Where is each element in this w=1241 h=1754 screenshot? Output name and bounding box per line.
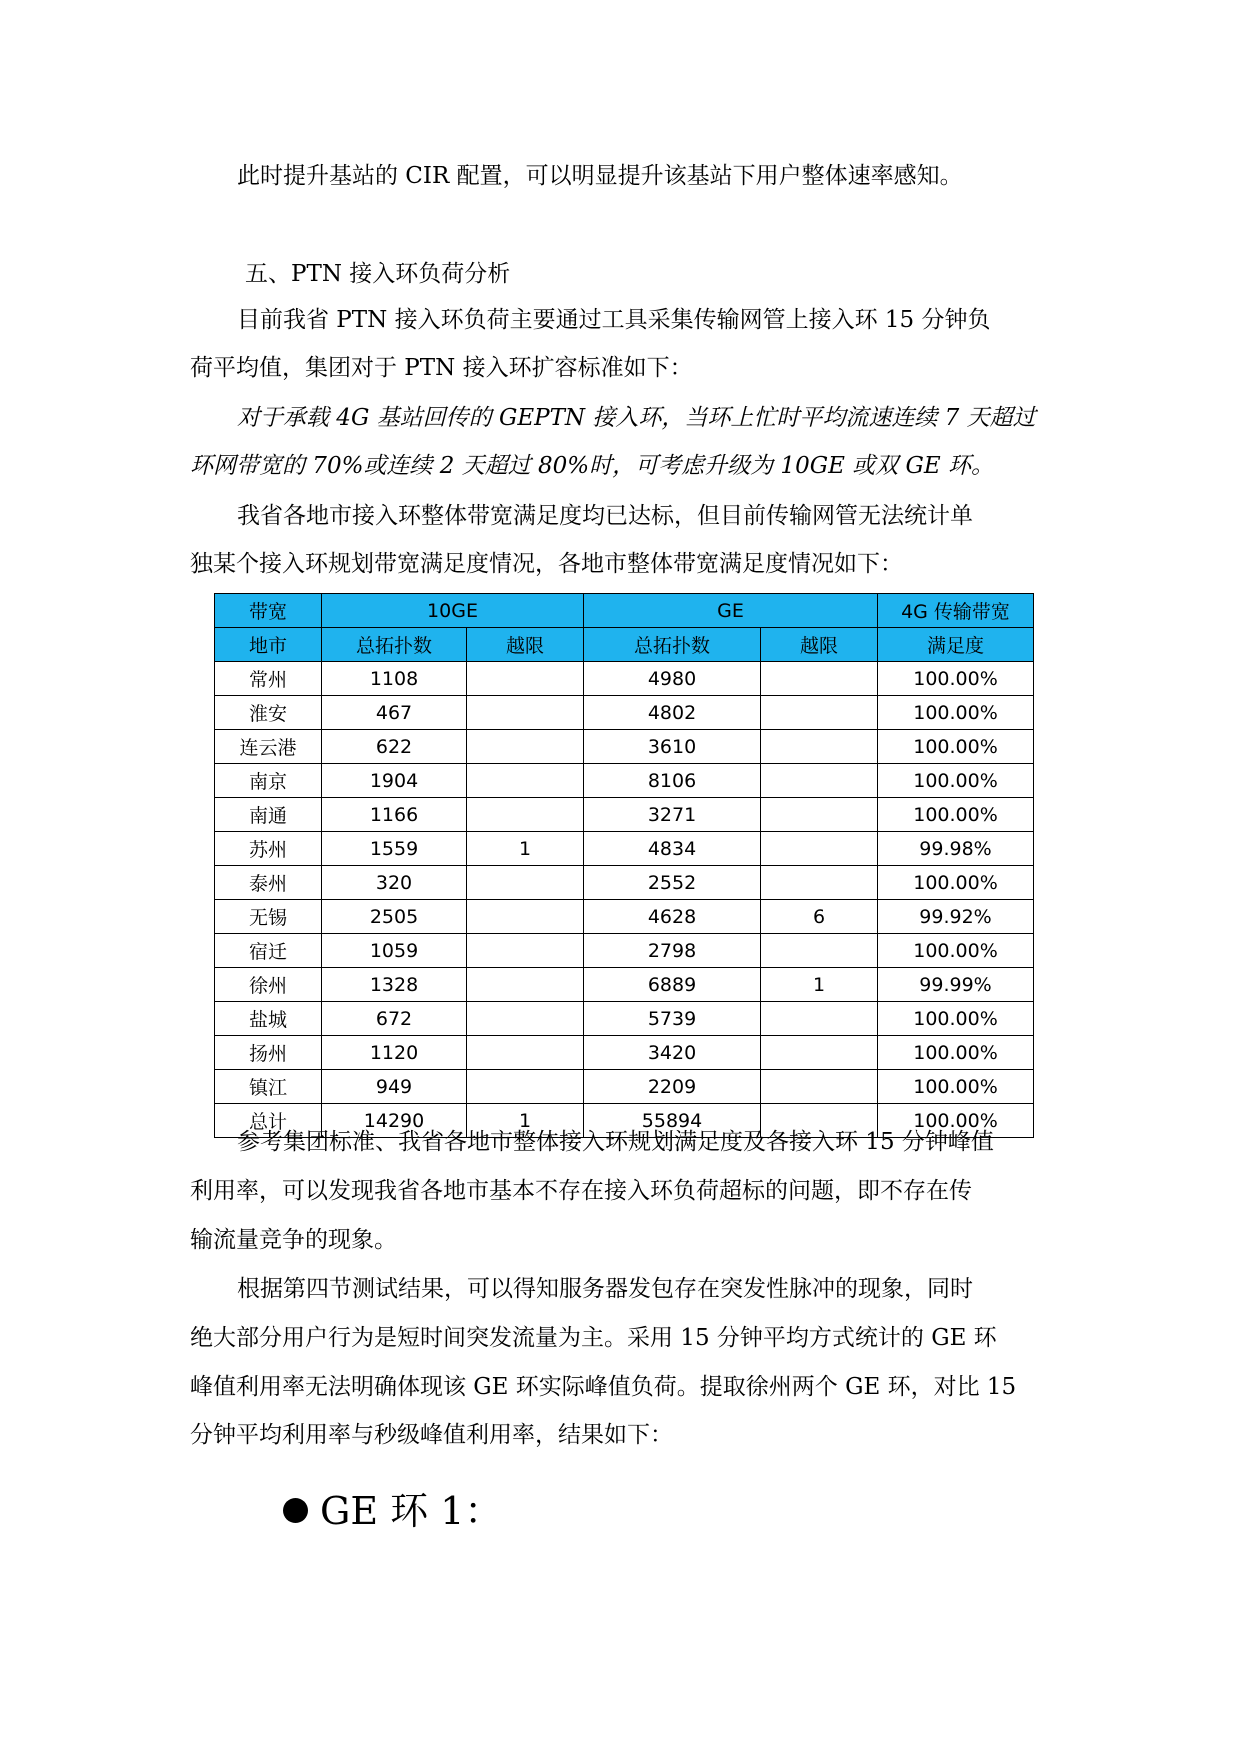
table-row (215, 1070, 1034, 1104)
cell-total-topo-10ge: 1328 (322, 968, 467, 1002)
cell-total-topo-ge: 4802 (584, 696, 761, 730)
cell-satisfaction: 100.00% (878, 934, 1034, 968)
table-row (215, 662, 1034, 696)
cell-total-topo-10ge: 1166 (322, 798, 467, 832)
cell-over-10ge: 1 (467, 1104, 584, 1138)
cell-over-10ge (467, 968, 584, 1002)
header-city: 地市 (215, 628, 322, 662)
cell-total-topo-ge: 5739 (584, 1002, 761, 1036)
cell-over-ge: 6 (761, 900, 878, 934)
cell-over-10ge (467, 798, 584, 832)
cell-over-ge (761, 1002, 878, 1036)
cell-over-10ge (467, 1070, 584, 1104)
table-row (215, 764, 1034, 798)
cell-city: 常州 (215, 662, 322, 696)
cell-over-10ge (467, 730, 584, 764)
table-row (215, 1036, 1034, 1070)
paragraph-cir: 此时提升基站的 CIR 配置，可以明显提升该基站下用户整体速率感知。 (237, 163, 963, 189)
header-bandwidth: 带宽 (215, 594, 322, 628)
paragraph-standard-line2: 环网带宽的 70%或连续 2 天超过 80%时，可考虑升级为 10GE 或双 GE 环。 (190, 453, 994, 479)
cell-over-ge (761, 866, 878, 900)
cell-total-topo-10ge: 467 (322, 696, 467, 730)
header-satisfaction-line1: 4G 传输带宽 (878, 594, 1034, 628)
paragraph-test-line4: 分钟平均利用率与秒级峰值利用率，结果如下： (190, 1422, 673, 1448)
header-ge: GE (584, 594, 878, 628)
cell-over-ge (761, 798, 878, 832)
cell-total-topo-10ge: 672 (322, 1002, 467, 1036)
cell-over-ge (761, 730, 878, 764)
cell-total-topo-10ge: 1120 (322, 1036, 467, 1070)
table-row (215, 696, 1034, 730)
paragraph-conclusion-line1: 参考集团标准、我省各地市整体接入环规划满足度及各接入环 15 分钟峰值 (237, 1129, 994, 1155)
table-row (215, 900, 1034, 934)
paragraph-status-line2: 独某个接入环规划带宽满足度情况，各地市整体带宽满足度情况如下： (190, 551, 903, 577)
table-row (215, 832, 1034, 866)
cell-satisfaction: 100.00% (878, 1070, 1034, 1104)
table-row (215, 730, 1034, 764)
header-over-10ge: 越限 (467, 628, 584, 662)
table-header-row-2 (215, 628, 1034, 662)
paragraph-standard-line1: 对于承载 4G 基站回传的 GEPTN 接入环，当环上忙时平均流速连续 7 天超过 (237, 405, 1036, 431)
cell-satisfaction: 99.98% (878, 832, 1034, 866)
paragraph-test-line2: 绝大部分用户行为是短时间突发流量为主。采用 15 分钟平均方式统计的 GE 环 (190, 1325, 997, 1351)
table-row (215, 968, 1034, 1002)
cell-city: 苏州 (215, 832, 322, 866)
cell-satisfaction: 100.00% (878, 1036, 1034, 1070)
cell-total-topo-10ge: 320 (322, 866, 467, 900)
paragraph-intro-line2: 荷平均值，集团对于 PTN 接入环扩容标准如下： (190, 355, 693, 381)
cell-total-topo-ge: 2552 (584, 866, 761, 900)
cell-total-topo-10ge: 949 (322, 1070, 467, 1104)
cell-total-topo-10ge: 1559 (322, 832, 467, 866)
cell-total-topo-10ge: 1904 (322, 764, 467, 798)
cell-over-ge (761, 696, 878, 730)
header-10ge: 10GE (322, 594, 584, 628)
table-header-row-1 (215, 594, 1034, 628)
cell-city: 连云港 (215, 730, 322, 764)
cell-over-10ge (467, 764, 584, 798)
cell-city: 淮安 (215, 696, 322, 730)
cell-city: 徐州 (215, 968, 322, 1002)
cell-over-ge (761, 934, 878, 968)
cell-city: 泰州 (215, 866, 322, 900)
cell-satisfaction: 100.00% (878, 798, 1034, 832)
cell-over-10ge (467, 1036, 584, 1070)
cell-total-topo-ge: 2209 (584, 1070, 761, 1104)
cell-city: 扬州 (215, 1036, 322, 1070)
cell-over-ge (761, 832, 878, 866)
cell-city: 南通 (215, 798, 322, 832)
cell-total-topo-ge: 4980 (584, 662, 761, 696)
table-row (215, 866, 1034, 900)
cell-over-ge (761, 662, 878, 696)
cell-city: 南京 (215, 764, 322, 798)
cell-total-topo-ge: 3420 (584, 1036, 761, 1070)
cell-over-ge (761, 1070, 878, 1104)
cell-total-topo-ge: 4834 (584, 832, 761, 866)
cell-satisfaction: 99.99% (878, 968, 1034, 1002)
cell-total-topo-ge: 6889 (584, 968, 761, 1002)
bullet-heading-text: GE 环 1： (320, 1489, 503, 1533)
paragraph-conclusion-line2: 利用率，可以发现我省各地市基本不存在接入环负荷超标的问题，即不存在传 (190, 1178, 972, 1204)
cell-over-10ge (467, 866, 584, 900)
cell-total-topo-ge: 3271 (584, 798, 761, 832)
paragraph-test-line3: 峰值利用率无法明确体现该 GE 环实际峰值负荷。提取徐州两个 GE 环，对比 15 (190, 1374, 1017, 1400)
cell-total-topo-ge: 8106 (584, 764, 761, 798)
cell-total-topo-ge: 55894 (584, 1104, 761, 1138)
paragraph-intro-line1: 目前我省 PTN 接入环负荷主要通过工具采集传输网管上接入环 15 分钟负 (237, 307, 991, 333)
cell-city: 宿迁 (215, 934, 322, 968)
bullet-heading (283, 1487, 502, 1535)
cell-city: 镇江 (215, 1070, 322, 1104)
cell-over-10ge (467, 900, 584, 934)
cell-satisfaction: 100.00% (878, 1104, 1034, 1138)
header-total-topo-ge: 总拓扑数 (584, 628, 761, 662)
cell-total-topo-10ge: 1108 (322, 662, 467, 696)
header-total-topo-10ge: 总拓扑数 (322, 628, 467, 662)
cell-over-10ge (467, 696, 584, 730)
paragraph-conclusion-line3: 输流量竞争的现象。 (190, 1227, 397, 1253)
cell-total-topo-10ge: 1059 (322, 934, 467, 968)
cell-total-topo-10ge: 2505 (322, 900, 467, 934)
cell-over-ge: 1 (761, 968, 878, 1002)
cell-over-10ge (467, 1002, 584, 1036)
bullet-dot-icon (283, 1498, 308, 1523)
cell-over-10ge: 1 (467, 832, 584, 866)
cell-total-topo-ge: 4628 (584, 900, 761, 934)
cell-total-topo-ge: 2798 (584, 934, 761, 968)
cell-satisfaction: 100.00% (878, 1002, 1034, 1036)
cell-over-ge (761, 1036, 878, 1070)
cell-city: 总计 (215, 1104, 322, 1138)
cell-total-topo-10ge: 622 (322, 730, 467, 764)
paragraph-status-line1: 我省各地市接入环整体带宽满足度均已达标，但目前传输网管无法统计单 (237, 503, 973, 529)
table-row (215, 798, 1034, 832)
table-row (215, 1002, 1034, 1036)
cell-satisfaction: 100.00% (878, 730, 1034, 764)
cell-over-10ge (467, 934, 584, 968)
paragraph-test-line1: 根据第四节测试结果，可以得知服务器发包存在突发性脉冲的现象，同时 (237, 1276, 973, 1302)
cell-city: 无锡 (215, 900, 322, 934)
header-satisfaction-line2: 满足度 (878, 628, 1034, 662)
cell-total-topo-ge: 3610 (584, 730, 761, 764)
cell-city: 盐城 (215, 1002, 322, 1036)
cell-satisfaction: 100.00% (878, 866, 1034, 900)
section-heading: 五、PTN 接入环负荷分析 (245, 261, 511, 287)
cell-over-ge (761, 764, 878, 798)
cell-total-topo-10ge: 14290 (322, 1104, 467, 1138)
cell-satisfaction: 100.00% (878, 696, 1034, 730)
cell-satisfaction: 99.92% (878, 900, 1034, 934)
cell-over-10ge (467, 662, 584, 696)
table-row (215, 934, 1034, 968)
header-over-ge: 越限 (761, 628, 878, 662)
cell-satisfaction: 100.00% (878, 662, 1034, 696)
cell-satisfaction: 100.00% (878, 764, 1034, 798)
bandwidth-table (214, 593, 1034, 1138)
